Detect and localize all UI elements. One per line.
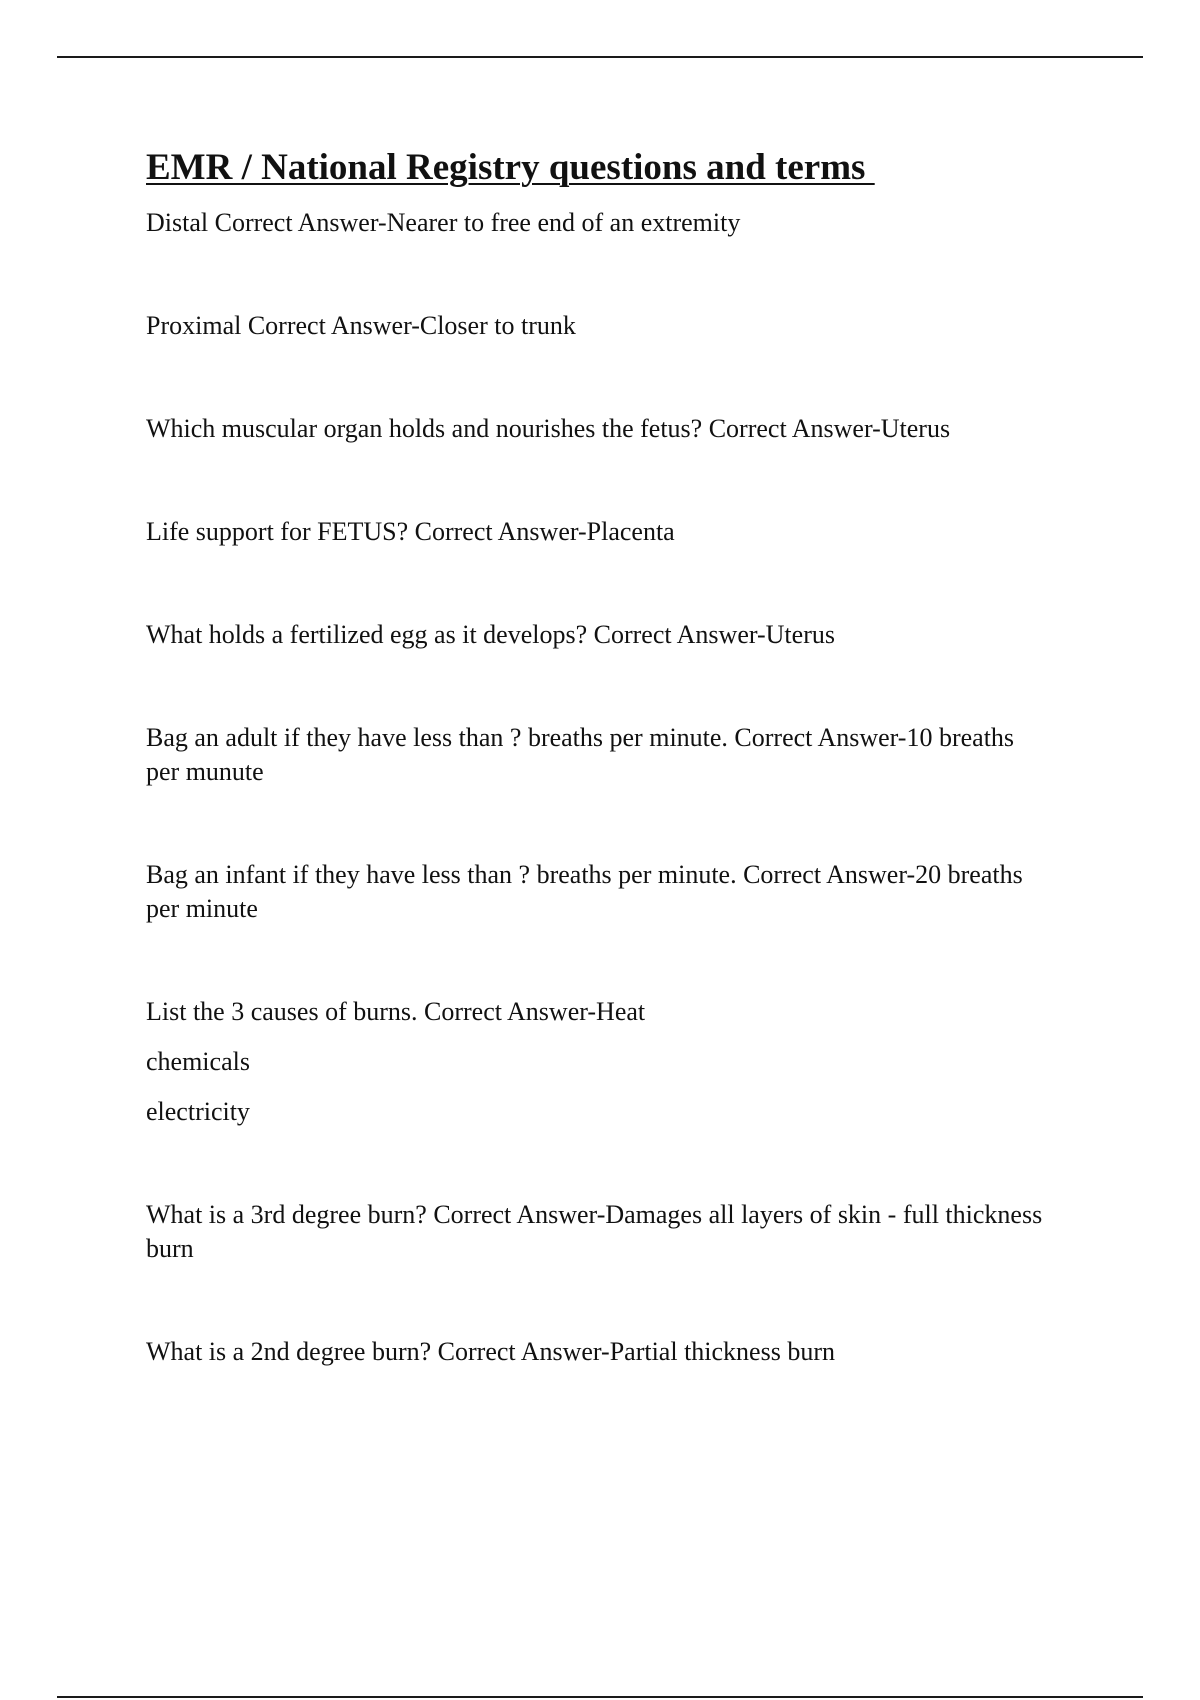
entry-text: Distal Correct Answer-Nearer to free end of an extremity (146, 208, 741, 237)
entry-text: Bag an adult if they have less than ? breaths per minute. Correct Answer-10 breaths per munute (146, 723, 1015, 786)
document-body (146, 144, 1046, 1438)
entry-third-degree-burn (146, 1198, 1046, 1266)
entry-second-degree-burn (146, 1335, 1046, 1369)
entry-text: What is a 3rd degree burn? Correct Answer-Damages all layers of skin - full thickness burn (146, 1200, 1043, 1263)
entry-extra-line: electricity (146, 1097, 250, 1126)
entry-text: List the 3 causes of burns. Correct Answer-Heat (146, 997, 646, 1026)
document-title: EMR / National Registry questions and terms (146, 147, 875, 188)
entry-distal (146, 206, 1046, 240)
entry-uterus-organ (146, 412, 1046, 446)
entry-burn-causes (146, 995, 1046, 1129)
entry-bag-adult (146, 721, 1046, 789)
entry-text: Bag an infant if they have less than ? breaths per minute. Correct Answer-20 breaths per minute (146, 860, 1023, 923)
header-rule (57, 56, 1143, 58)
entry-text: What is a 2nd degree burn? Correct Answer-Partial thickness burn (146, 1337, 835, 1366)
entry-bag-infant (146, 858, 1046, 926)
footer-rule (57, 1696, 1143, 1698)
entry-fertilized-egg (146, 618, 1046, 652)
entry-text: What holds a fertilized egg as it develops? Correct Answer-Uterus (146, 620, 835, 649)
entry-extra-line: chemicals (146, 1047, 250, 1076)
entry-text: Proximal Correct Answer-Closer to trunk (146, 311, 576, 340)
entry-proximal (146, 309, 1046, 343)
entry-list (146, 206, 1046, 1369)
entry-text: Life support for FETUS? Correct Answer-Placenta (146, 517, 675, 546)
entry-text: Which muscular organ holds and nourishes the fetus? Correct Answer-Uterus (146, 414, 951, 443)
entry-placenta (146, 515, 1046, 549)
